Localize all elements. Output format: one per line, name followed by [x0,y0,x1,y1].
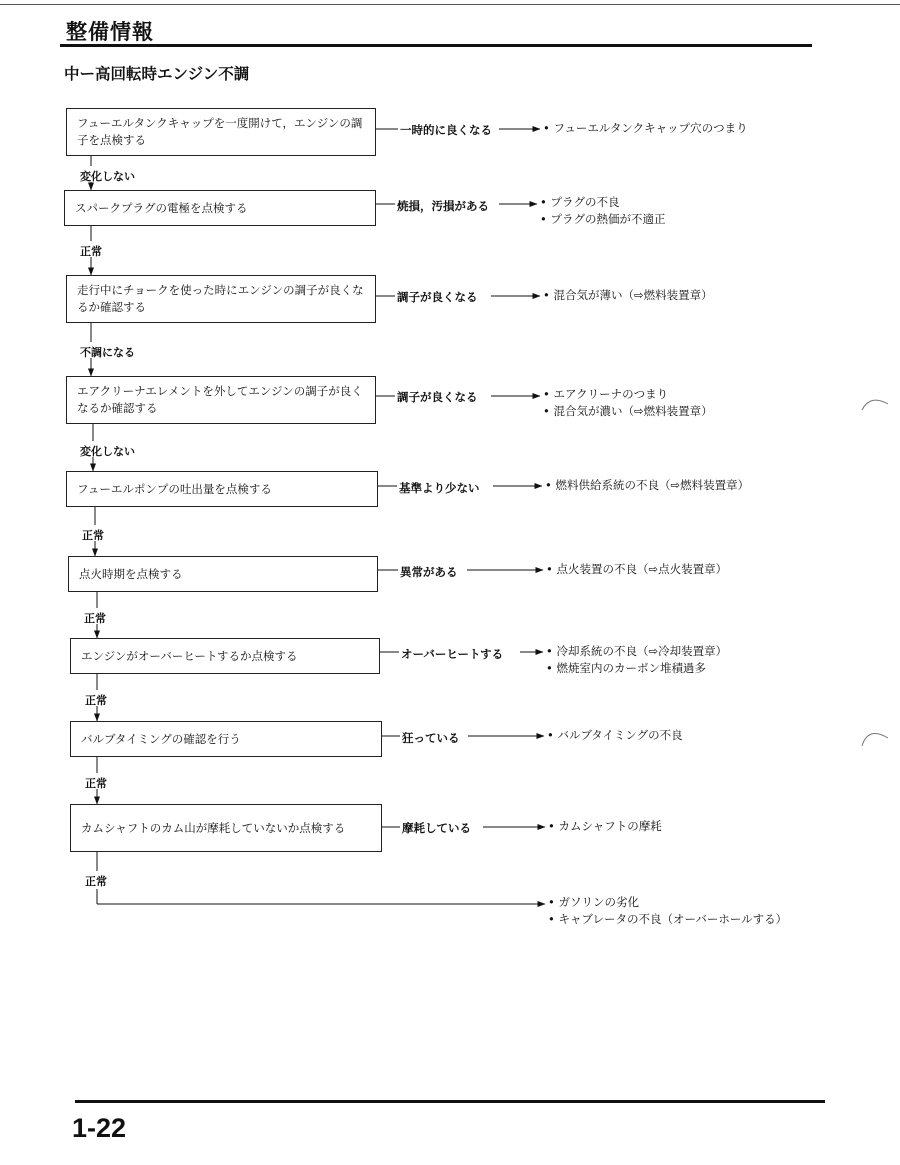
step-box-valve-timing: バルブタイミングの確認を行う [70,721,382,757]
page-header-title: 整備情報 [66,20,154,44]
result-valve-timing-0: • バルブタイミングの不良 [547,728,683,742]
step-box-ignition-timing: 点火時期を点検する [68,556,378,592]
binder-hole-curve-lower [860,724,892,750]
branch-label-camshaft: 摩耗している [402,821,471,835]
result-camshaft-0: • カムシャフトの摩耗 [548,819,662,833]
branch-label-valve-timing: 狂っている [402,731,460,745]
step-box-overheat: エンジンがオーバーヒートするか点検する [70,638,380,674]
next-label-valve-timing: 正常 [85,777,107,790]
next-label-fuel-cap: 変化しない [80,170,135,183]
next-label-camshaft: 正常 [85,875,107,888]
step-box-spark-plug: スパークプラグの電極を点検する [64,190,376,226]
branch-label-fuel-cap: 一時的に良くなる [400,123,492,137]
result-choke-0: • 混合気が薄い（⇨燃料装置章） [543,288,713,302]
branch-label-spark-plug: 焼損，汚損がある [397,199,489,213]
next-label-overheat: 正常 [85,694,107,707]
page-number: 1-22 [72,1113,127,1143]
next-label-spark-plug: 正常 [80,245,102,258]
step-box-air-cleaner: エアクリーナエレメントを外してエンジンの調子が良くなるか確認する [66,376,376,424]
final-result-1: • キャブレータの不良（オーバーホールする） [548,912,788,926]
step-box-camshaft: カムシャフトのカム山が摩耗していないか点検する [70,804,382,852]
branch-label-ignition-timing: 異常がある [400,565,458,579]
binder-hole-curve-upper [860,392,892,416]
branch-label-fuel-pump: 基準より少ない [399,481,480,495]
branch-label-choke: 調子が良くなる [397,290,478,304]
result-air-cleaner-1: • 混合気が濃い（⇨燃料装置章） [543,404,713,418]
final-result-0: • ガソリンの劣化 [548,895,639,909]
result-fuel-pump-0: • 燃料供給系統の不良（⇨燃料装置章） [545,478,750,492]
section-title: 中ー高回転時エンジン不調 [64,65,250,83]
step-box-fuel-pump: フューエルポンプの吐出量を点検する [66,471,378,507]
next-label-fuel-pump: 正常 [82,529,104,542]
result-spark-plug-0: • プラグの不良 [540,195,620,209]
next-label-choke: 不調になる [80,346,135,359]
result-spark-plug-1: • プラグの熱価が不適正 [540,212,666,226]
next-label-air-cleaner: 変化しない [80,445,135,458]
branch-label-air-cleaner: 調子が良くなる [397,390,478,404]
result-overheat-0: • 冷却系統の不良（⇨冷却装置章） [546,644,728,658]
result-ignition-timing-0: • 点火装置の不良（⇨点火装置章） [546,562,728,576]
next-label-ignition-timing: 正常 [84,612,106,625]
branch-label-overheat: オーバーヒートする [401,647,504,661]
step-box-choke: 走行中にチョークを使った時にエンジンの調子が良くなるか確認する [66,275,376,323]
footer-rule [75,1100,825,1103]
step-box-fuel-cap: フューエルタンクキャップを一度開けて，エンジンの調子を点検する [66,108,376,156]
result-fuel-cap-0: • フューエルタンクキャップ穴のつまり [543,121,748,135]
result-overheat-1: • 燃焼室内のカーボン堆積過多 [546,661,706,675]
result-air-cleaner-0: • エアクリーナのつまり [543,387,669,401]
